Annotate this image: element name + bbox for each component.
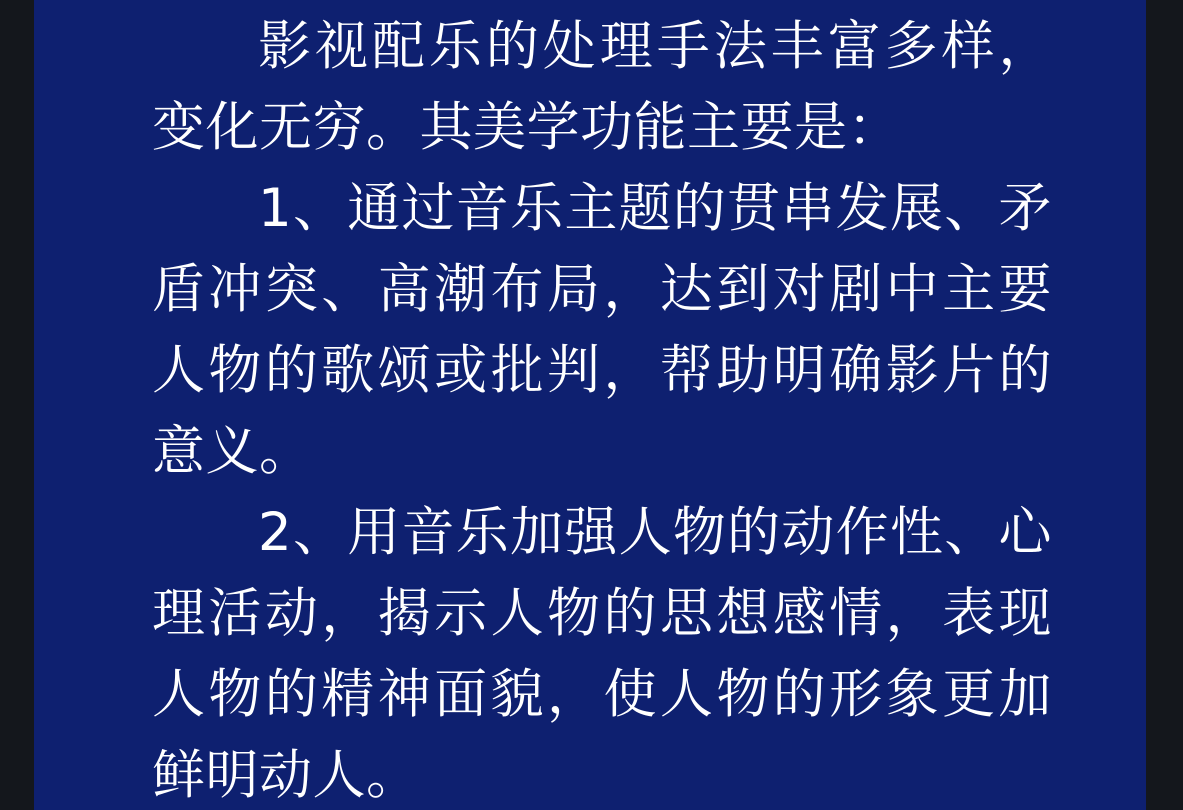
paragraph-item-1: 1、通过音乐主题的贯串发展、矛盾冲突、高潮布局，达到对剧中主要人物的歌颂或批判，帮助明确影片的意义。 bbox=[152, 178, 1052, 482]
left-margin-bar bbox=[0, 0, 34, 810]
slide-text-block bbox=[152, 6, 1052, 810]
paragraph-item-2: 2、用音乐加强人物的动作性、心理活动，揭示人物的思想感情，表现人物的精神面貌，使人物的形象更加鲜明动人。 bbox=[152, 502, 1052, 806]
right-margin-bar bbox=[1146, 0, 1183, 810]
paragraph-intro: 影视配乐的处理手法丰富多样，变化无穷。其美学功能主要是： bbox=[152, 16, 1052, 158]
slide-content-surface bbox=[34, 0, 1146, 810]
